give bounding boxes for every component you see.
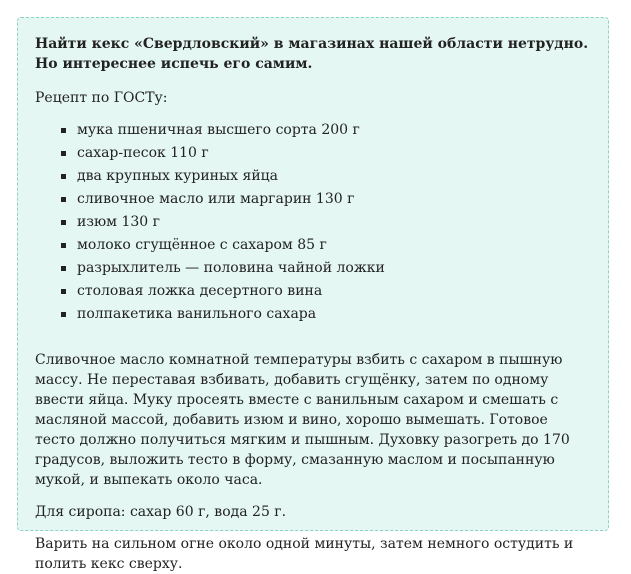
list-item [61, 258, 591, 278]
method-text: Сливочное масло комнатной температуры взбить с сахаром в пышную массу. Не переставая взбивать, добавить сгущёнку, затем по одному ввести яйца. Муку просеять вместе с ванильным сахаром и смешать с масляной массой, добавить изюм и вино, хорошо вымешать. Готовое тесто должно получиться мягким и пышным. Духовку разогреть до 170 градусов, выложить тесто в форму, смазанную маслом и посыпанную мукой, и выпекать около часа. [35, 352, 570, 488]
ingredient-text: полпакетика ванильного сахара [77, 306, 317, 322]
ingredient-text: мука пшеничная высшего сорта 200 г [77, 122, 360, 138]
ingredient-text: разрыхлитель — половина чайной ложки [77, 260, 385, 276]
list-item [61, 281, 591, 301]
ingredient-text: молоко сгущённое с сахаром 85 г [77, 237, 327, 253]
syrup-method-text: Варить на сильном огне около одной минуты, затем немного остудить и полить кекс сверху. [35, 536, 574, 572]
bullet-icon [61, 220, 66, 225]
bullet-icon [61, 266, 66, 271]
ingredient-text: сахар-песок 110 г [77, 145, 209, 161]
bullet-icon [61, 174, 66, 179]
syrup-text: Для сиропа: сахар 60 г, вода 25 г. [35, 504, 287, 520]
list-item [61, 143, 591, 163]
list-item [61, 120, 591, 140]
bullet-icon [61, 289, 66, 294]
bullet-icon [61, 197, 66, 202]
list-item [61, 189, 591, 209]
ingredient-text: столовая ложка десертного вина [77, 283, 323, 299]
ingredient-text: изюм 130 г [77, 214, 161, 230]
list-item [61, 304, 591, 324]
bullet-icon [61, 312, 66, 317]
bullet-icon [61, 128, 66, 133]
ingredients-list [35, 120, 591, 324]
list-item [61, 166, 591, 186]
ingredient-text: сливочное масло или маргарин 130 г [77, 191, 355, 207]
recipe-heading: Рецепт по ГОСТу: [35, 90, 168, 106]
ingredient-text: два крупных куриных яйца [77, 168, 279, 184]
recipe-box [17, 17, 609, 572]
bullet-icon [61, 151, 66, 156]
list-item [61, 212, 591, 232]
bullet-icon [61, 243, 66, 248]
intro-text: Найти кекс «Свердловский» в магазинах нашей области нетрудно. Но интереснее испечь его самим. [35, 36, 589, 72]
list-item [61, 235, 591, 255]
